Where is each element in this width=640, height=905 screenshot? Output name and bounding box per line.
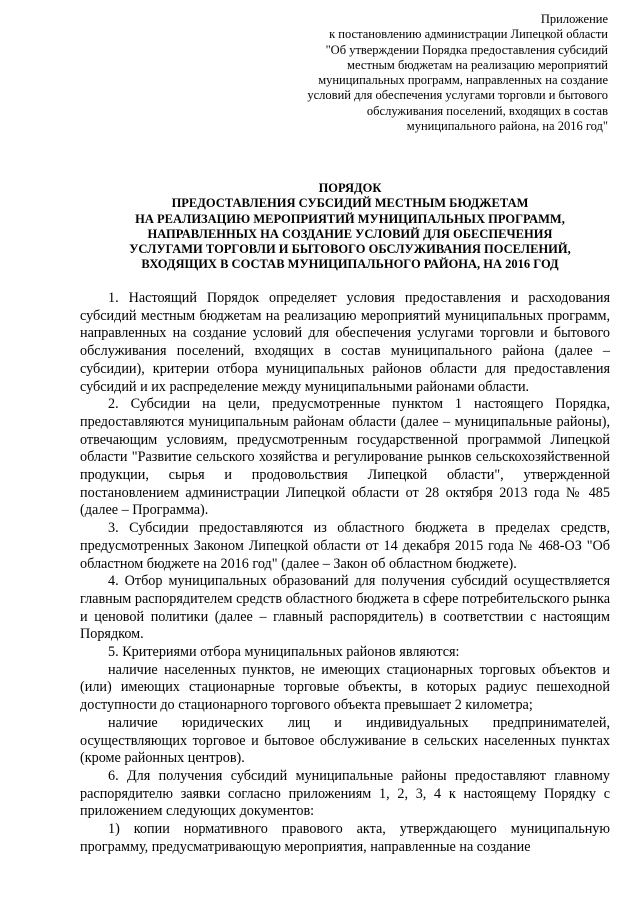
- paragraph-3: 3. Субсидии предоставляются из областного бюджета в пределах средств, предусмотренных Законом Липецкой области от 14 декабря 2015 года № 468-ОЗ "Об областном бюджете на 2016 год" (далее – Закон об областном бюджете).: [80, 520, 610, 572]
- paragraph-1: 1. Настоящий Порядок определяет условия предоставления и расходования субсидий местным бюджетам на реализацию мероприятий муниципальных программ, направленных на создание условий для обеспечения услугами торговли и бытового обслуживания поселений, входящих в состав муниципального района (далее – субсидии), критерии отбора муниципальных районов области для предоставления субсидий и их распределение между муниципальными районами области.: [80, 290, 610, 395]
- appendix-line: "Об утверждении Порядка предоставления субсидий: [325, 42, 608, 57]
- title-line: ПРЕДОСТАВЛЕНИЯ СУБСИДИЙ МЕСТНЫМ БЮДЖЕТАМ: [171, 196, 529, 211]
- title-line: ПОРЯДОК: [318, 181, 382, 195]
- title-line: ВХОДЯЩИХ В СОСТАВ МУНИЦИПАЛЬНОГО РАЙОНА, НА 2016 ГОД: [141, 257, 559, 272]
- paragraph-2: 2. Субсидии на цели, предусмотренные пунктом 1 настоящего Порядка, предоставляются муниципальным районам области (далее – муниципальные районы), отвечающим условиям, предусмотренным государственной программой Липецкой области "Развитие сельского хозяйства и регулирование рынков сельскохозяйственной продукции, сырья и продовольствия Липецкой области", утвержденной постановлением администрации Липецкой области от 28 октября 2013 года № 485 (далее – Программа).: [80, 396, 610, 519]
- paragraph-4: 4. Отбор муниципальных образований для получения субсидий осуществляется главным распорядителем средств областного бюджета в сфере потребительского рынка и ценовой политики (далее – главный распорядитель) в соответствии с настоящим Порядком.: [80, 573, 610, 643]
- document-list-item-1: 1) копии нормативного правового акта, утверждающего муниципальную программу, предусматривающую мероприятия, направленные на создание: [80, 821, 610, 855]
- title-line: УСЛУГАМИ ТОРГОВЛИ И БЫТОВОГО ОБСЛУЖИВАНИЯ ПОСЕЛЕНИЙ,: [129, 242, 571, 257]
- appendix-line: к постановлению администрации Липецкой области: [329, 27, 608, 42]
- appendix-reference: [290, 12, 608, 134]
- appendix-line: Приложение: [540, 12, 608, 26]
- appendix-line: муниципального района, на 2016 год": [406, 119, 608, 134]
- appendix-line: муниципальных программ, направленных на создание: [318, 73, 608, 88]
- appendix-line: местным бюджетам на реализацию мероприятий: [347, 57, 608, 72]
- criterion-1: наличие населенных пунктов, не имеющих стационарных торговых объектов и (или) имеющих стационарные торговые объекты, в которых радиус пешеходной доступности до стационарного торгового объекта превышает 2 километра;: [80, 661, 610, 714]
- title-line: НА РЕАЛИЗАЦИЮ МЕРОПРИЯТИЙ МУНИЦИПАЛЬНЫХ ПРОГРАММ,: [135, 211, 565, 226]
- paragraph-5: 5. Критериями отбора муниципальных районов являются:: [108, 644, 460, 661]
- paragraph-6: 6. Для получения субсидий муниципальные районы предоставляют главному распорядителю заявки согласно приложениям 1, 2, 3, 4 к настоящему Порядку с приложением следующих документов:: [80, 767, 610, 820]
- criterion-2: наличие юридических лиц и индивидуальных предпринимателей, осуществляющих торговое и бытовое обслуживание в сельских населенных пунктах (кроме районных центров).: [80, 714, 610, 767]
- appendix-line: условий для обеспечения услугами торговли и бытового: [307, 88, 608, 103]
- appendix-line: обслуживания поселений, входящих в состав: [366, 103, 608, 118]
- title-line: НАПРАВЛЕННЫХ НА СОЗДАНИЕ УСЛОВИЙ ДЛЯ ОБЕСПЕЧЕНИЯ: [147, 226, 553, 241]
- document-title: [60, 181, 640, 273]
- document-body: [80, 290, 610, 857]
